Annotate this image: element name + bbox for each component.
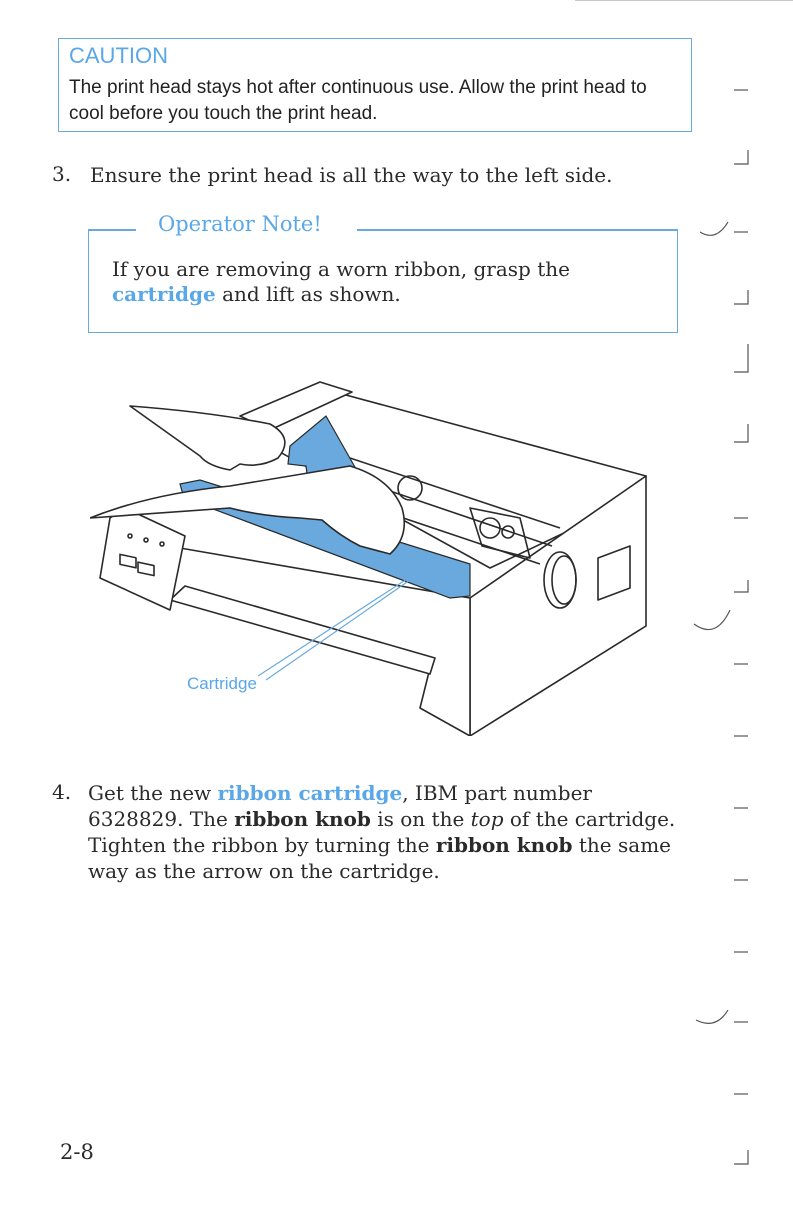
- step-4-number: 4.: [52, 780, 72, 804]
- step-3-text: Ensure the print head is all the way to the left side.: [90, 163, 613, 187]
- step-4-term-top: top: [470, 807, 504, 831]
- page-number: 2-8: [60, 1140, 94, 1164]
- step-4-text-4: of the cartridge. Tighten the ribbon by turning the: [88, 807, 676, 857]
- step-4-text-5: the same way as the arrow on the cartridge.: [88, 833, 671, 883]
- step-4-term-ribbon-knob: ribbon knob: [234, 807, 371, 831]
- operator-note-title: Operator Note!: [158, 212, 322, 236]
- operator-note-rule-right: [357, 229, 678, 231]
- caution-box: [58, 38, 692, 132]
- step-4-term-ribbon-knob-2: ribbon knob: [435, 833, 573, 857]
- step-3-number: 3.: [52, 162, 72, 186]
- operator-note-term-cartridge: cartridge: [112, 282, 216, 306]
- step-4-term-ribbon-cartridge: ribbon cartridge: [217, 781, 403, 805]
- figure-callout-cartridge: Cartridge: [187, 674, 257, 693]
- step-4-text-2: , IBM part number 6328829. The: [88, 781, 592, 831]
- step-4-text-3: is on the: [370, 807, 471, 831]
- operator-note-text-before: If you are removing a worn ribbon, grasp the: [112, 257, 570, 281]
- step-4-text: [88, 780, 678, 884]
- binder-margin-marks: [690, 0, 793, 1224]
- caution-text: The print head stays hot after continuous use. Allow the print head to cool before you touch the print head.: [69, 77, 647, 124]
- operator-note-rule-left: [88, 229, 136, 231]
- caution-title: CAUTION: [69, 43, 168, 68]
- step-4-text-1: Get the new: [88, 781, 218, 805]
- printer-illustration: [90, 368, 662, 736]
- operator-note-text: [112, 257, 652, 307]
- operator-note-text-after: and lift as shown.: [215, 282, 401, 306]
